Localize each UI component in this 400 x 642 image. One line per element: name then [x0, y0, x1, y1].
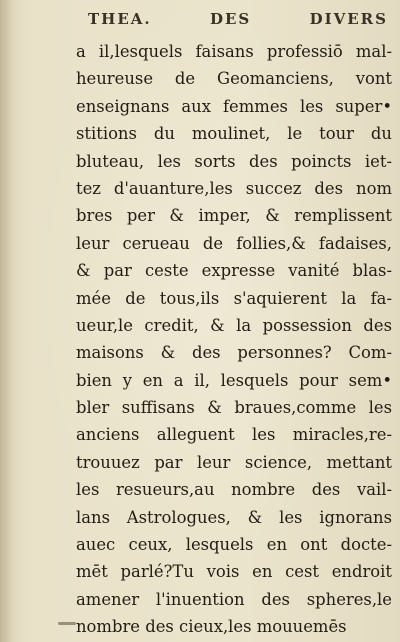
text-line: stitions du moulinet, le tour du	[76, 124, 392, 144]
text-line: mée de tous,ils s'aquierent la fa-	[76, 288, 392, 308]
text-line: leur cerueau de follies,& fadaises,	[76, 233, 392, 253]
running-head-left: THEA.	[88, 10, 152, 28]
body-text	[76, 38, 392, 641]
text-line: les resueurs,au nombre des vail-	[76, 480, 392, 500]
text-line: bluteau, les sorts des poincts iet-	[76, 151, 392, 171]
text-line: tez d'auanture,les succez des nom	[76, 178, 392, 198]
text-line: bien y en a il, lesquels pour sem•	[76, 370, 392, 390]
text-line: mēt parlé?Tu vois en cest endroit	[76, 562, 392, 582]
text-line: bler suffisans & braues,comme les	[76, 398, 392, 418]
text-line: amener l'inuention des spheres,le	[76, 589, 392, 609]
text-line: anciens alleguent les miracles,re-	[76, 425, 392, 445]
text-line: & par ceste expresse vanité blas-	[76, 261, 392, 281]
text-line: maisons & des personnes? Com-	[76, 343, 392, 363]
text-line: bres per & imper, & remplissent	[76, 206, 392, 226]
text-line: heureuse de Geomanciens, vont	[76, 69, 392, 89]
text-line: nombre des cieux,les mouuemēs	[76, 617, 347, 637]
running-head-middle: DES	[209, 10, 252, 28]
text-line: enseignans aux femmes les super•	[76, 96, 392, 116]
running-head-right: DIVERS	[309, 10, 388, 28]
text-line: lans Astrologues, & les ignorans	[76, 507, 392, 527]
text-line: a il,lesquels faisans professiō mal-	[76, 42, 392, 61]
text-line: ueur,le credit, & la possession des	[76, 315, 392, 335]
text-line: auec ceux, lesquels en ont docte-	[76, 535, 392, 555]
running-head	[88, 6, 388, 32]
text-line: trouuez par leur science, mettant	[76, 452, 392, 472]
ink-mark	[58, 622, 76, 625]
gutter-shadow	[0, 0, 14, 642]
